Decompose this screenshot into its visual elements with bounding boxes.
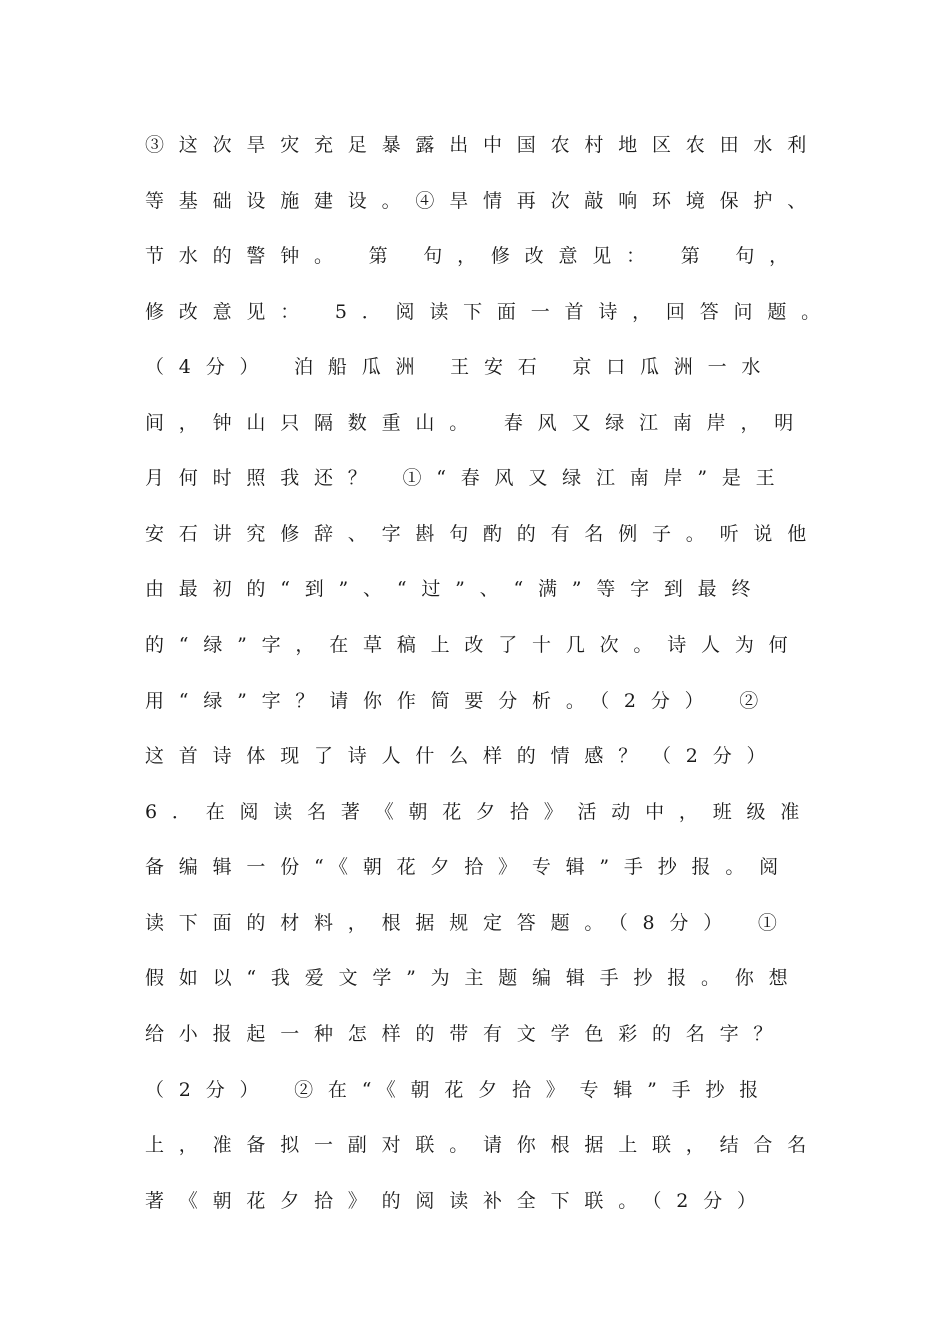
text-line: 读下面的材料，根据规定答题。（8分） ① [145, 912, 792, 934]
text-line: （2分） ②在“《朝花夕拾》专辑”手抄报 [145, 1079, 774, 1101]
text-line: （4分） 泊船瓜洲 王安石 京口瓜洲一水 [145, 356, 776, 378]
text-line: 节水的警钟。 第 句，修改意见： 第 句， [145, 245, 803, 267]
text-line: 安石讲究修辞、字斟句酌的有名例子。听说他 [145, 523, 822, 545]
text-line: 修改意见： 5．阅读下面一首诗，回答问题。 [145, 301, 835, 323]
text-line: 给小报起一种怎样的带有文学色彩的名字？ [145, 1023, 788, 1045]
text-line: 备编辑一份“《朝花夕拾》专辑”手抄报。阅 [145, 856, 793, 878]
text-line: 月何时照我还？ ①“春风又绿江南岸”是王 [145, 467, 790, 489]
text-line: 上，准备拟一副对联。请你根据上联，结合名 [145, 1134, 822, 1156]
text-line: 这首诗体现了诗人什么样的情感？（2分） [145, 745, 781, 767]
text-line: 间，钟山只隔数重山。 春风又绿江南岸，明 [145, 412, 809, 434]
text-line: 的“绿”字，在草稿上改了十几次。诗人为何 [145, 634, 803, 656]
text-line: 等基础设施建设。④旱情再次敲响环境保护、 [145, 190, 822, 212]
text-line: ③这次旱灾充足暴露出中国农村地区农田水利 [145, 134, 822, 156]
text-line: 著《朝花夕拾》的阅读补全下联。（2分） [145, 1190, 771, 1212]
text-line: 由最初的“到”、“过”、“满”等字到最终 [145, 578, 766, 600]
text-line: 假如以“我爱文学”为主题编辑手抄报。你想 [145, 967, 803, 989]
text-line: 用“绿”字？请你作简要分析。（2分） ② [145, 690, 774, 712]
text-line: 6．在阅读名著《朝花夕拾》活动中，班级准 [145, 801, 815, 823]
